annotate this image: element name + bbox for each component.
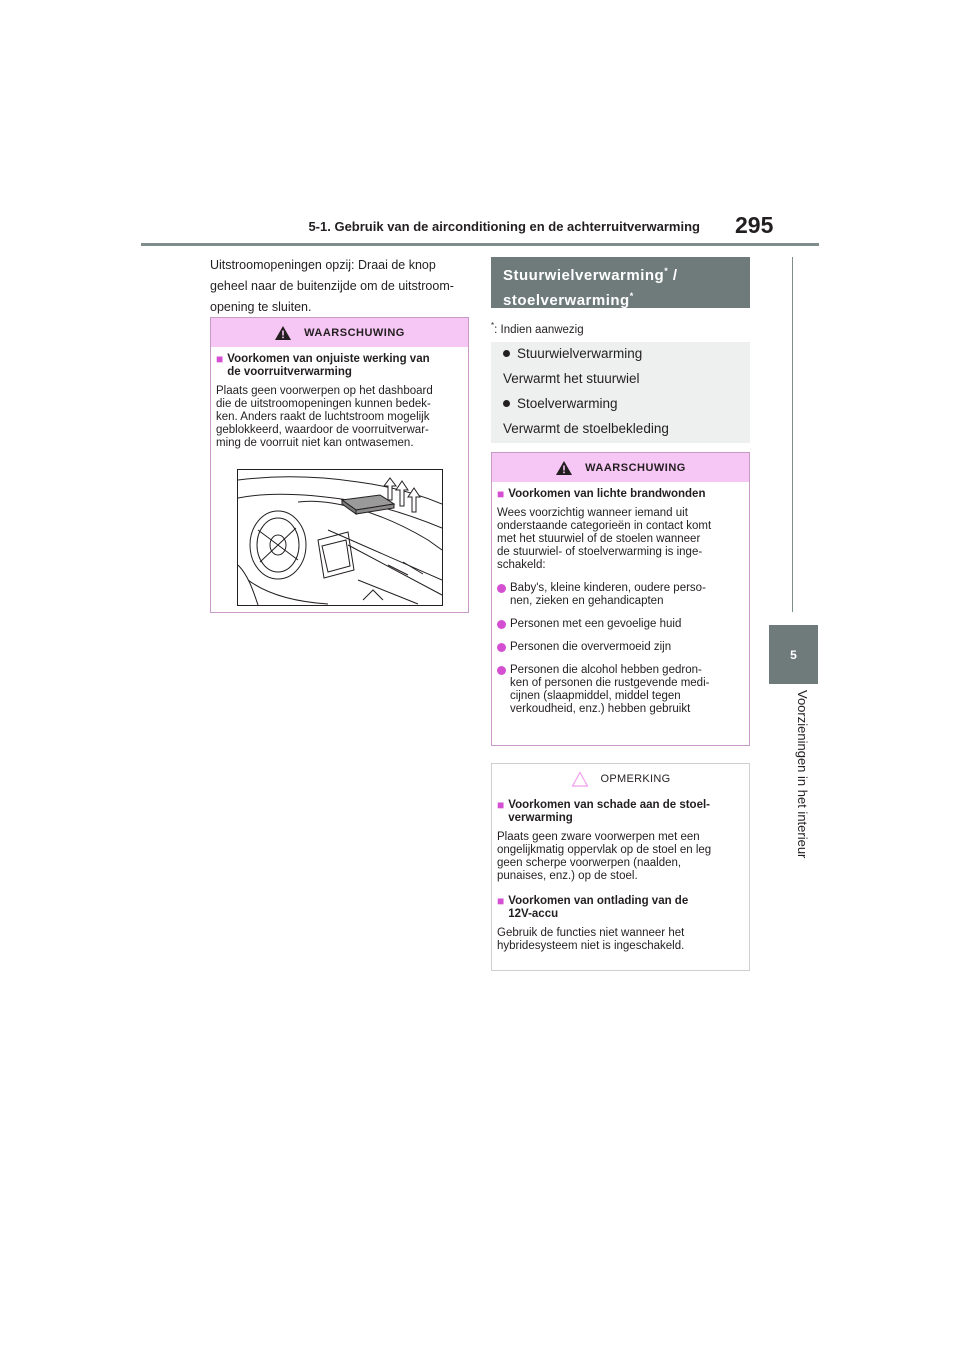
- asterisk: *: [629, 291, 634, 301]
- subheading-line: Voorkomen van lichte brandwonden: [508, 488, 706, 500]
- text-line: verkoudheid, enz.) hebben gebruikt: [510, 703, 691, 715]
- intro-line: Uitstroomopeningen opzij: Draai de knop: [210, 258, 436, 272]
- text-line: hybridesysteem niet is ingeschakeld.: [497, 940, 685, 952]
- bullet-dot-icon: [497, 620, 506, 629]
- warning-box-burns: [491, 452, 750, 746]
- chapter-label-text: Voorzieningen in het interieur: [795, 690, 810, 859]
- feature-title-text: Stuurwielverwarming: [517, 346, 643, 361]
- subheading-line: de voorruitverwarming: [227, 366, 352, 378]
- text-line: ken of personen die rustgevende medi-: [510, 677, 710, 689]
- subheading-line: Voorkomen van ontlading van de: [508, 895, 689, 907]
- warning-heading: WAARSCHUWING: [304, 326, 405, 339]
- warning-body: [211, 353, 468, 450]
- text-line: Personen met een gevoelige huid: [510, 618, 682, 630]
- chapter-tab: 5: [769, 625, 818, 684]
- warning-heading: WAARSCHUWING: [585, 461, 686, 474]
- text-line: Gebruik de functies niet wanneer het: [497, 927, 685, 939]
- warning-triangle-icon: [555, 460, 573, 476]
- warning-text: [497, 507, 743, 572]
- footnote: [491, 321, 584, 336]
- text-line: Plaats geen zware voorwerpen met een: [497, 831, 700, 843]
- intro-line: opening te sluiten.: [210, 300, 312, 314]
- bullet-dot-icon: [503, 350, 510, 357]
- subheading-line: verwarming: [508, 812, 573, 824]
- warning-triangle-icon: [274, 325, 292, 341]
- dashboard-illustration: [237, 469, 443, 606]
- subheading-line: 12V-accu: [508, 908, 559, 920]
- warning-header: [492, 453, 749, 482]
- text-line: met het stuurwiel of de stoelen wanneer: [497, 533, 701, 545]
- warning-header: [211, 318, 468, 347]
- intro-line: geheel naar de buitenzijde om de uitstroom-: [210, 279, 454, 293]
- section-title-part: Stuurwielverwarming: [503, 267, 665, 284]
- notice-subheading: [497, 895, 743, 921]
- text-line: ongelijkmatig oppervlak op de stoel en leg: [497, 844, 712, 856]
- feature-description: Verwarmt de stoelbekleding: [503, 421, 669, 436]
- list-item: [497, 664, 743, 716]
- text-line: schakeld:: [497, 559, 546, 571]
- text-line: punaises, enz.) op de stoel.: [497, 870, 638, 882]
- feature-title-text: Stoelverwarming: [517, 396, 618, 411]
- subheading-line: Voorkomen van onjuiste werking van: [227, 353, 430, 365]
- footnote-marker: *: [491, 321, 495, 330]
- text-line: nen, zieken en gehandicapten: [510, 595, 664, 607]
- notice-subheading: [497, 799, 743, 825]
- bullet-dot-icon: [497, 584, 506, 593]
- footnote-text: : Indien aanwezig: [494, 323, 584, 336]
- square-bullet-icon: ■: [497, 487, 505, 501]
- text-line: die de uitstroomopeningen kunnen bedek-: [216, 398, 431, 410]
- feature-title: [503, 346, 642, 361]
- bullet-dot-icon: [497, 643, 506, 652]
- text-line: Baby's, kleine kinderen, oudere perso-: [510, 582, 706, 594]
- text-line: Wees voorzichtig wanneer iemand uit: [497, 507, 688, 519]
- warning-text: [216, 385, 462, 450]
- text-line: ken. Anders raakt de luchtstroom mogelijk: [216, 411, 430, 423]
- list-item: [497, 582, 743, 608]
- notice-heading: OPMERKING: [600, 772, 671, 785]
- text-line: geblokkeerd, waardoor de voorruitverwar-: [216, 424, 429, 436]
- notice-box: [491, 763, 750, 971]
- asterisk: *: [664, 266, 669, 276]
- text-line: Plaats geen voorwerpen op het dashboard: [216, 385, 433, 397]
- text-line: Personen die alcohol hebben gedron-: [510, 664, 702, 676]
- section-title: [491, 257, 750, 308]
- caution-outline-triangle-icon: [571, 771, 589, 787]
- notice-text: [497, 831, 743, 883]
- text-line: cijnen (slaapmiddel, middel tegen: [510, 690, 681, 702]
- feature-panel: [491, 342, 750, 443]
- intro-paragraph: [210, 255, 468, 318]
- notice-body: [492, 799, 749, 953]
- feature-description: Verwarmt het stuurwiel: [503, 371, 640, 386]
- bullet-dot-icon: [503, 400, 510, 407]
- side-divider: [792, 257, 793, 612]
- square-bullet-icon: ■: [497, 894, 505, 908]
- notice-header: [492, 764, 749, 793]
- list-item: [497, 641, 743, 654]
- notice-text: [497, 927, 743, 953]
- square-bullet-icon: ■: [497, 798, 505, 812]
- text-line: geen scherpe voorwerpen (naalden,: [497, 857, 682, 869]
- text-line: de stuurwiel- of stoelverwarming is inge-: [497, 546, 703, 558]
- warning-subheading: [216, 353, 462, 379]
- header-divider: [141, 243, 819, 246]
- subheading-line: Voorkomen van schade aan de stoel-: [508, 799, 710, 811]
- dashboard-drawing: [238, 470, 442, 605]
- warning-body: [492, 488, 749, 716]
- bullet-dot-icon: [497, 666, 506, 675]
- list-item: [497, 618, 743, 631]
- section-title-part: /: [672, 267, 678, 284]
- text-line: onderstaande categorieën in contact komt: [497, 520, 712, 532]
- warning-subheading: [497, 488, 743, 501]
- page-number: 295: [735, 212, 774, 238]
- chapter-label: [794, 690, 810, 870]
- feature-title: [503, 396, 618, 411]
- text-line: Personen die oververmoeid zijn: [510, 641, 672, 653]
- header-section-title: 5-1. Gebruik van de airconditioning en de achterruitverwarming: [308, 219, 700, 234]
- square-bullet-icon: ■: [216, 352, 224, 366]
- text-line: ming de voorruit niet kan ontwasemen.: [216, 437, 414, 449]
- section-title-part: stoelverwarming: [503, 292, 630, 309]
